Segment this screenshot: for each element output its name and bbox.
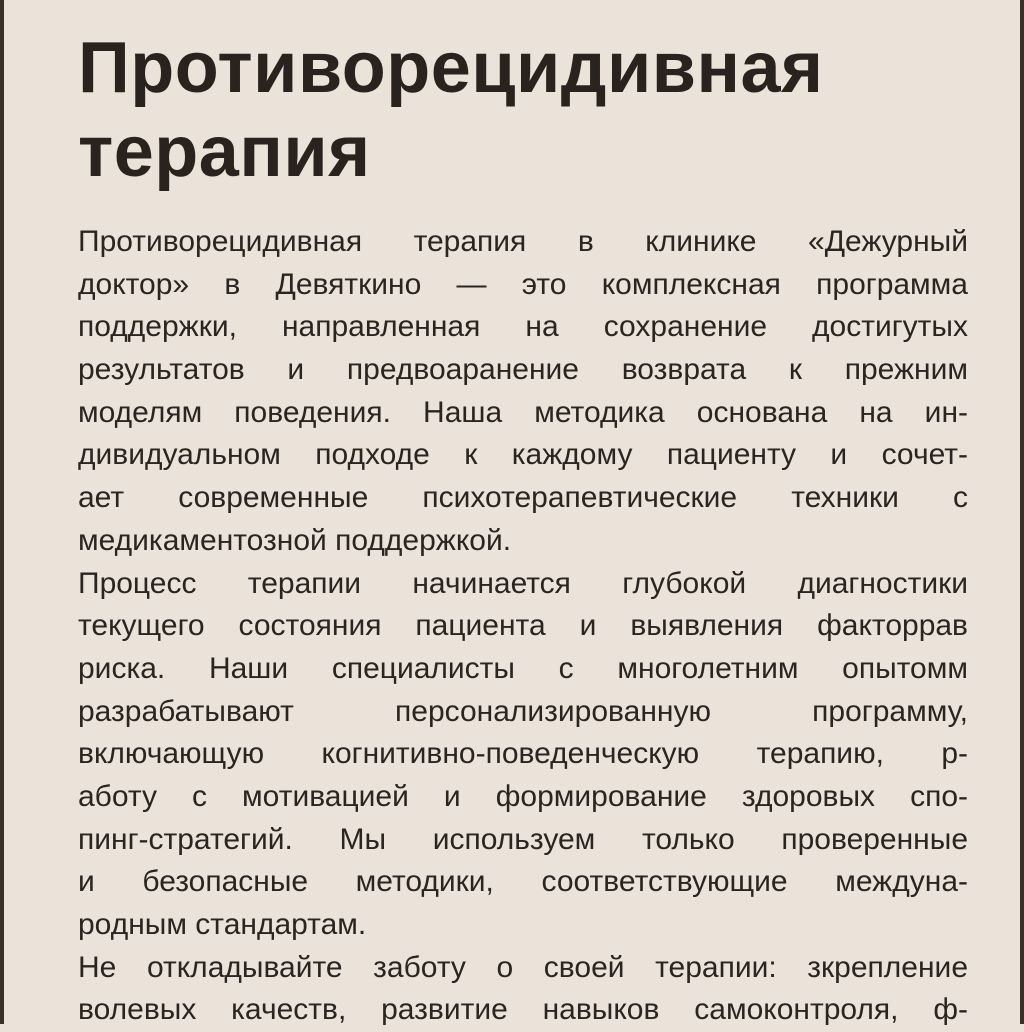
right-border: [1020, 0, 1024, 1024]
article-body: [78, 221, 968, 1032]
paragraph-2: [78, 563, 968, 947]
text-line: Противорецидивная терапия в клинике «Дежурный: [78, 225, 968, 258]
title-line: Противорецидивная: [78, 28, 824, 108]
text-line: результатов и предвоаранение возврата к прежним: [78, 353, 968, 387]
paragraph-3: [78, 947, 968, 1032]
text-line: разрабатывают персонализированную программу,: [78, 694, 968, 728]
text-line: доктор» в Девяткино — это комплексная программа: [78, 267, 968, 301]
text-line: и безопасные методики, соответствующие междуна-: [78, 865, 968, 899]
text-line: медикаментозной поддержкой.: [78, 523, 512, 557]
text-line: поддержки, направленная на сохранение достигутых: [78, 310, 968, 344]
left-border: [0, 0, 4, 1024]
text-line: включающую когнитивно-поведенческую терапию, р-: [78, 737, 968, 771]
text-line: пинг-стратегий. Мы используем только проверенные: [78, 822, 968, 856]
text-line: волевых качеств, развитие навыков самоконтроля, ф-: [78, 993, 968, 1027]
page-title: [78, 26, 998, 194]
text-line: ает современные психотерапевтические техники с: [78, 481, 968, 515]
text-line: дивидуальном подходе к каждому пациенту и сочет-: [78, 438, 968, 472]
text-line: Не откладывайте заботу о своей терапии: зкрепление: [78, 950, 968, 984]
text-line: родным стандартам.: [78, 908, 367, 941]
text-line: текущего состояния пациента и выявления факторрав: [78, 609, 968, 643]
title-line: терапия: [78, 112, 371, 192]
paragraph-1: [78, 221, 968, 563]
text-line: риска. Наши специалисты с многолетним опытомм: [78, 651, 968, 685]
text-line: аботу с мотивацией и формирование здоровых спо-: [78, 779, 968, 813]
text-line: Процесс терапии начинается глубокой диагностики: [78, 566, 968, 600]
text-line: моделям поведения. Наша методика основана на ин-: [78, 395, 968, 429]
